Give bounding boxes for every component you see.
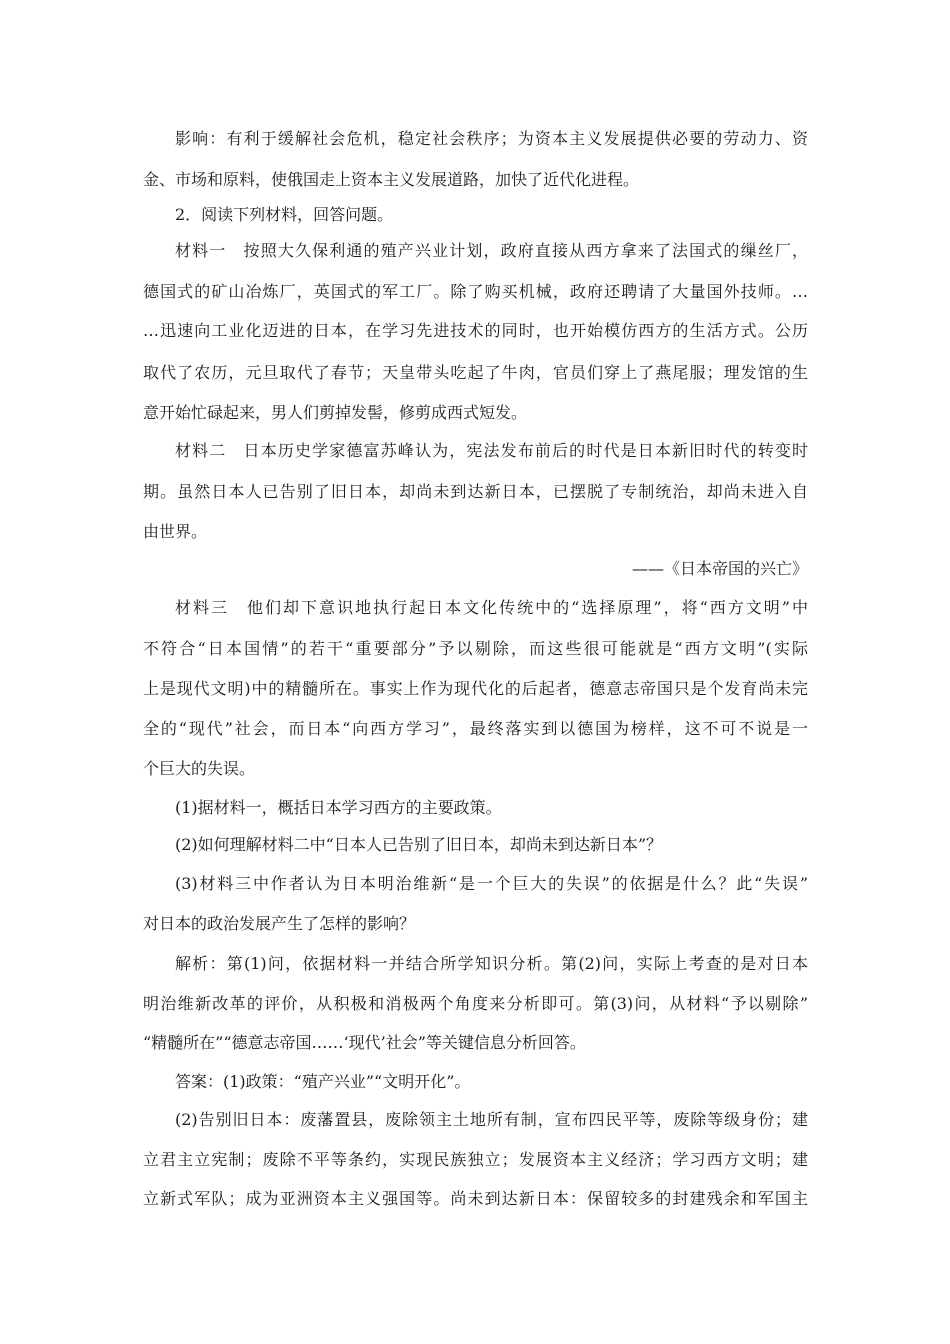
text-line: 全的“现代”社会，而日本“向西方学习”，最终落实到以德国为榜样，这不可不说是一: [143, 719, 808, 738]
text-line: 个巨大的失误。: [143, 759, 256, 778]
text-line: 2．阅读下列材料，回答问题。: [175, 205, 394, 224]
text-line: 由世界。: [143, 522, 208, 541]
text-line: 上是现代文明)中的精髓所在。事实上作为现代化的后起者，德意志帝国只是个发育尚未完: [143, 679, 808, 698]
text-line: 影响：有利于缓解社会危机，稳定社会秩序；为资本主义发展提供必要的劳动力、资: [175, 129, 808, 148]
text-line: 取代了农历，元旦取代了春节；天皇带头吃起了牛肉，官员们穿上了燕尾服；理发馆的生: [143, 363, 808, 382]
text-line: 立君主立宪制；废除不平等条约，实现民族独立；发展资本主义经济；学习西方文明；建: [143, 1150, 808, 1169]
analysis-line: 解析：第(1)问，依据材料一并结合所学知识分析。第(2)问，实际上考查的是对日本: [175, 954, 808, 973]
text-line: 意开始忙碌起来，男人们剪掉发髻，修剪成西式短发。: [143, 403, 528, 422]
answer-line: 答案：(1)政策：“殖产兴业”“文明开化”。: [175, 1072, 471, 1091]
text-line: (2)告别旧日本：废藩置县，废除领主土地所有制，宣布四民平等，废除等级身份；建: [175, 1110, 808, 1129]
text-line: “精髓所在”“德意志帝国……‘现代’社会”等关键信息分析回答。: [143, 1033, 586, 1052]
text-line: 金、市场和原料，使俄国走上资本主义发展道路，加快了近代化进程。: [143, 170, 640, 189]
source-citation: ——《日本帝国的兴亡》: [631, 559, 808, 578]
text-line: …迅速向工业化迈进的日本，在学习先进技术的同时，也开始模仿西方的生活方式。公历: [143, 321, 808, 340]
text-line: 材料三 他们却下意识地执行起日本文化传统中的“选择原理”，将“西方文明”中: [175, 598, 808, 617]
question-2: (2)如何理解材料二中“日本人已告别了旧日本，却尚未到达新日本”？: [175, 835, 663, 854]
text-line: 德国式的矿山冶炼厂，英国式的军工厂。除了购买机械，政府还聘请了大量国外技师。…: [143, 282, 808, 301]
text-line: 立新式军队；成为亚洲资本主义强国等。尚未到达新日本：保留较多的封建残余和军国主: [143, 1189, 808, 1208]
text-line: 期。虽然日本人已告别了旧日本，却尚未到达新日本，已摆脱了专制统治，却尚未进入自: [143, 482, 808, 501]
text-line: 对日本的政治发展产生了怎样的影响？: [143, 914, 416, 933]
text-line: 材料二 日本历史学家德富苏峰认为，宪法发布前后的时代是日本新旧时代的转变时: [175, 441, 808, 460]
text-line: 不符合“日本国情”的若干“重要部分”予以剔除，而这些很可能就是“西方文明”(实际: [143, 639, 808, 658]
question-1: (1)据材料一，概括日本学习西方的主要政策。: [175, 798, 502, 817]
text-line: 明治维新改革的评价，从积极和消极两个角度来分析即可。第(3)问，从材料“予以剔除”: [143, 994, 808, 1013]
question-3: (3)材料三中作者认为日本明治维新“是一个巨大的失误”的依据是什么？此“失误”: [175, 874, 808, 893]
text-line: 材料一 按照大久保利通的殖产兴业计划，政府直接从西方拿来了法国式的缫丝厂，: [175, 241, 808, 260]
